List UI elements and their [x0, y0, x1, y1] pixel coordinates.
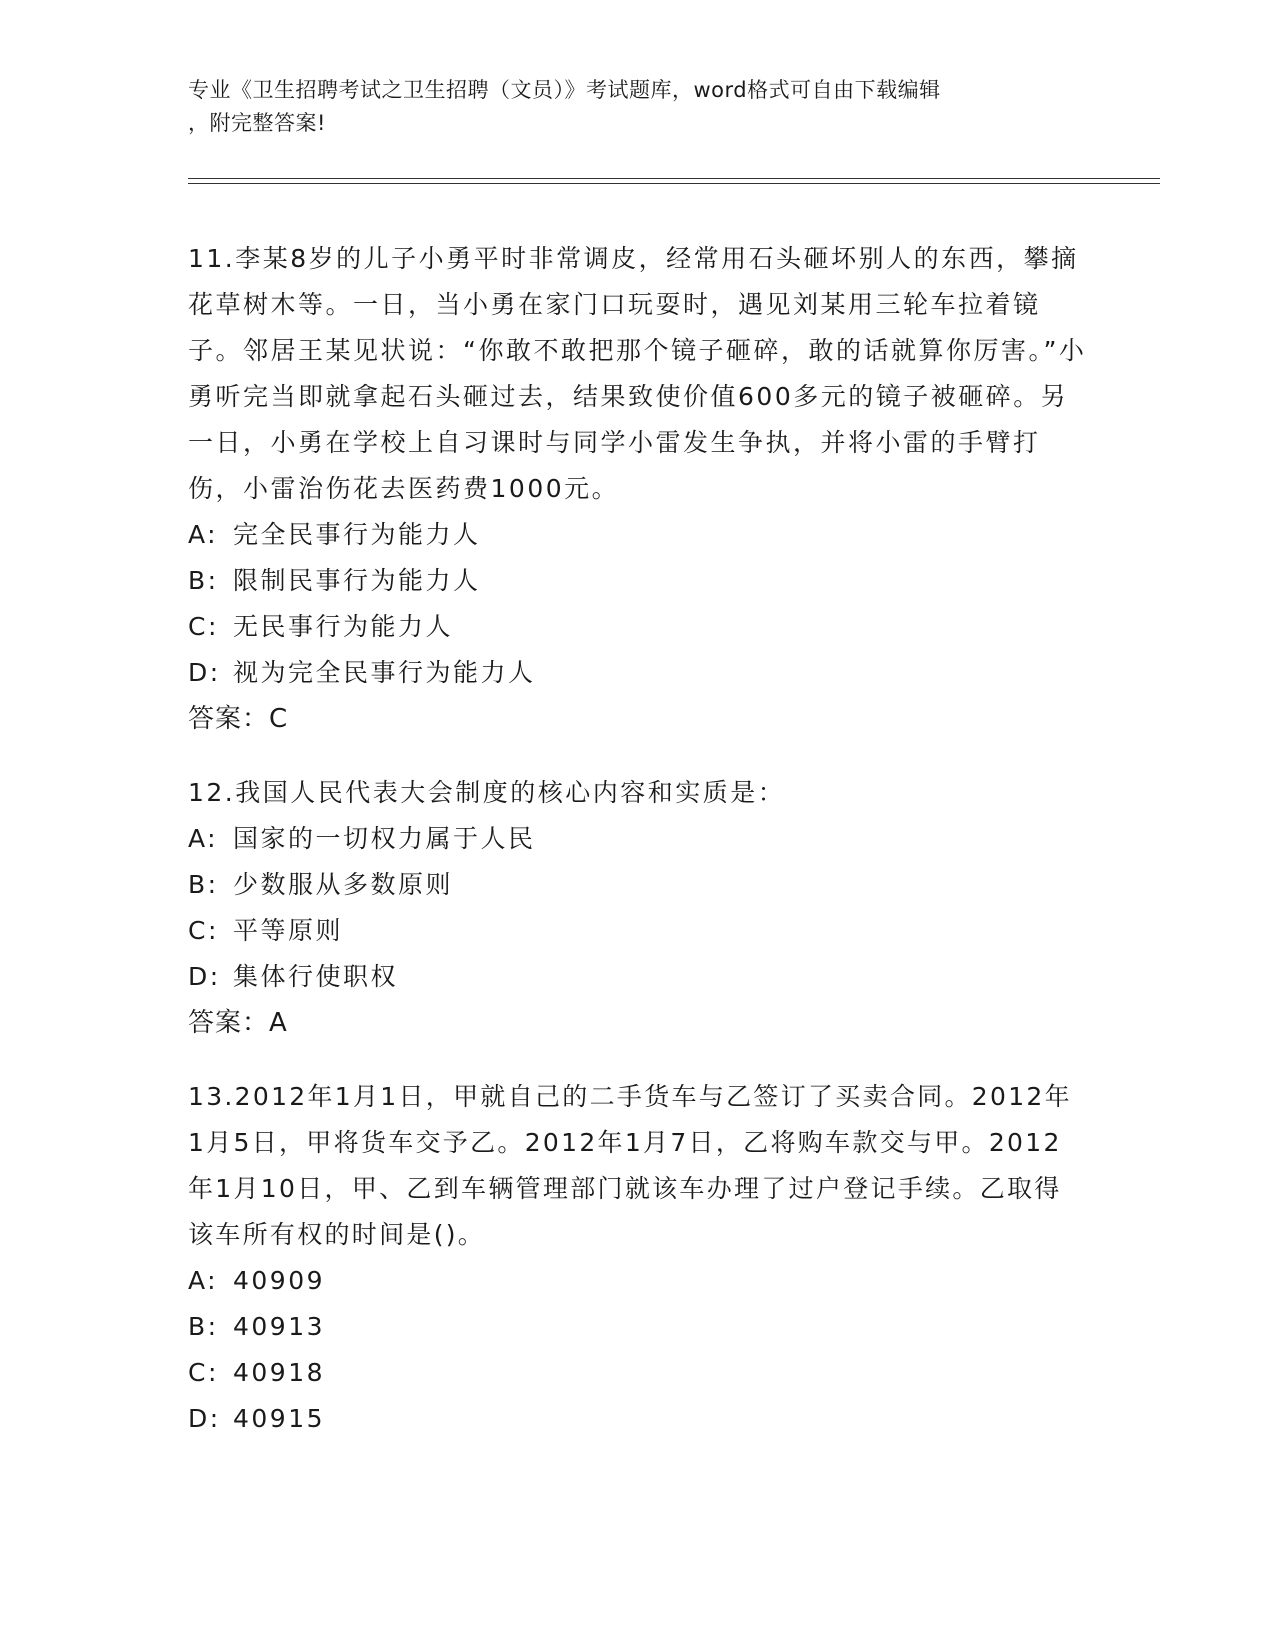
option-d: [188, 954, 1088, 1000]
option-d: [188, 650, 1088, 696]
option-letter: D:: [188, 962, 221, 991]
option-letter: A:: [188, 1266, 219, 1295]
option-letter: B:: [188, 1312, 219, 1341]
option-letter: A:: [188, 520, 219, 549]
option-text: 无民事行为能力人: [233, 612, 454, 641]
option-letter: C:: [188, 916, 219, 945]
question-stem: 12.我国人民代表大会制度的核心内容和实质是：: [188, 778, 786, 807]
option-letter: C:: [188, 612, 219, 641]
option-text: 少数服从多数原则: [233, 870, 454, 899]
option-letter: D:: [188, 658, 221, 687]
question-12: [188, 770, 1088, 1046]
answer-line: 答案：C: [188, 704, 289, 734]
answer-line: 答案：A: [188, 1008, 288, 1038]
question-13: [188, 1074, 1088, 1442]
option-letter: A:: [188, 824, 219, 853]
header-title-line-2: ，附完整答案!: [188, 111, 326, 135]
question-stem: 11.李某8岁的儿子小勇平时非常调皮，经常用石头砸坏别人的东西，攀摘花草树木等。一日，当小勇在家门口玩耍时，遇见刘某用三轮车拉着镜子。邻居王某见状说：“你敢不敢把那个镜子砸碎，敢的话就算你厉害。”小勇听完当即就拿起石头砸过去，结果致使价值600多元的镜子被砸碎。另一日，小勇在学校上自习课时与同学小雷发生争执，并将小雷的手臂打伤，小雷治伤花去医药费1000元。: [188, 244, 1087, 503]
option-text: 40918: [233, 1358, 326, 1387]
option-text: 40913: [233, 1312, 326, 1341]
option-d: [188, 1396, 1088, 1442]
header-divider-bottom: [188, 183, 1160, 184]
option-letter: B:: [188, 870, 219, 899]
option-c: [188, 1350, 1088, 1396]
option-a: [188, 512, 1088, 558]
option-text: 40909: [233, 1266, 326, 1295]
option-b: [188, 1304, 1088, 1350]
option-letter: B:: [188, 566, 219, 595]
option-b: [188, 558, 1088, 604]
option-text: 集体行使职权: [233, 962, 399, 991]
question-stem: 13.2012年1月1日，甲就自己的二手货车与乙签订了买卖合同。2012年1月5日，甲将货车交予乙。2012年1月7日，乙将购车款交与甲。2012年1月10日，甲、乙到车辆管理部门就该车办理了过户登记手续。乙取得该车所有权的时间是()。: [188, 1082, 1072, 1249]
option-c: [188, 604, 1088, 650]
option-text: 国家的一切权力属于人民: [233, 824, 536, 853]
option-text: 平等原则: [233, 916, 344, 945]
option-text: 视为完全民事行为能力人: [233, 658, 536, 687]
option-a: [188, 816, 1088, 862]
option-letter: C:: [188, 1358, 219, 1387]
document-header: [188, 74, 1088, 140]
option-a: [188, 1258, 1088, 1304]
option-text: 40915: [233, 1404, 326, 1433]
header-title-line-1: 专业《卫生招聘考试之卫生招聘（文员）》考试题库，word格式可自由下载编辑: [188, 78, 941, 102]
option-text: 限制民事行为能力人: [233, 566, 481, 595]
option-c: [188, 908, 1088, 954]
option-b: [188, 862, 1088, 908]
option-text: 完全民事行为能力人: [233, 520, 481, 549]
question-11: [188, 236, 1088, 742]
header-divider-top: [188, 178, 1160, 179]
question-list: [188, 236, 1088, 1470]
option-letter: D:: [188, 1404, 221, 1433]
